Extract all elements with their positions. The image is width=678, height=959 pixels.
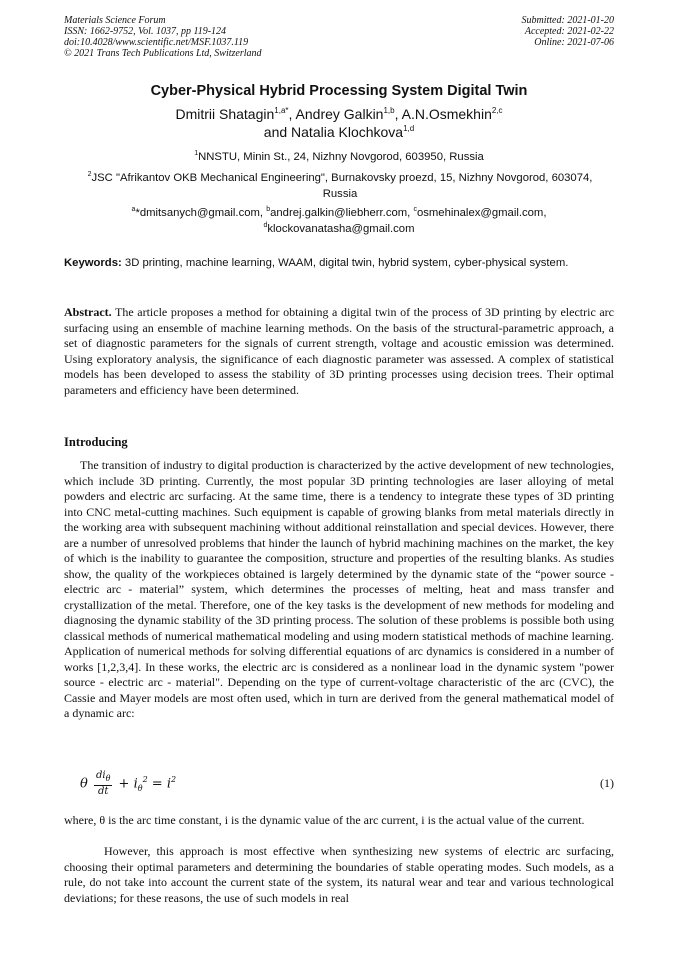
- keywords-text: 3D printing, machine learning, WAAM, digital twin, hybrid system, cyber-physical system.: [124, 257, 569, 269]
- author-line-1: Dmitrii Shatagin$^{1,a*}$, Andrey Galkin$^{1,b}$, A.N.Osmekhin$^{2,c}$: [175, 106, 503, 122]
- email-a[interactable]: *dmitsanych@gmail.com,: [135, 207, 267, 219]
- journal-doi: doi:10.4028/www.scientific.net/MSF.1037.119: [64, 37, 249, 48]
- abstract-label: Abstract.: [64, 305, 112, 319]
- author-name: A.N.Osmekhin: [401, 106, 492, 122]
- email-b[interactable]: andrej.galkin@liebherr.com,: [270, 207, 414, 219]
- affiliation-1: $^1$NNSTU, Minin St., 24, Nizhny Novgorod, 603950, Russia: [194, 150, 484, 163]
- submitted-date: Submitted: 2021-01-20: [521, 15, 614, 26]
- author-name: Dmitrii Shatagin: [175, 106, 275, 122]
- section-heading: Introducing: [64, 435, 128, 449]
- online-date: Online: 2021-07-06: [534, 37, 614, 48]
- author-name: Natalia Klochkova: [291, 124, 404, 140]
- intro-paragraph-3: However, this approach is most effective when synthesizing new systems of electric arc surfacing, choosing their optimal parameters and determining the boundaries of stable operating modes. Such models, as a rule, do not take into account the current state of the system, its natural wear and tear and various technological deviations; for these reasons, the use of such models in real: [64, 844, 614, 905]
- intro-paragraph-2: where, θ is the arc time constant, i is the dynamic value of the arc current, i is the actual value of the current.: [64, 813, 585, 827]
- author-list: [0, 105, 678, 141]
- paper-title: Cyber-Physical Hybrid Processing System Digital Twin: [150, 83, 528, 99]
- journal-issn: ISSN: 1662-9752, Vol. 1037, pp 119-124: [64, 26, 227, 37]
- author-line-2: and Natalia Klochkova$^{1,d}$: [263, 124, 415, 140]
- author-sup: 1,b: [383, 106, 395, 115]
- author-name: Andrey Galkin: [295, 106, 384, 122]
- author-sup: 2,c: [491, 106, 503, 115]
- journal-name: Materials Science Forum: [64, 15, 166, 26]
- abstract-text: The article proposes a method for obtaining a digital twin of the process of 3D printing by electric arc surfacing using an ensemble of machine learning methods. On the basis of the structural-parametric approach, a set of diagnostic parameters for the signals of current strength, voltage and acoustic emission was determined. Using exploratory analysis, the significance of each diagnostic parameter was assessed. A complex of statistical models has been developed to assess the stability of 3D printing processes using decision trees. Their optimal parameters and efficiency have been determined.: [64, 305, 614, 397]
- equation-1: [80, 770, 614, 800]
- author-sup: 1,d: [403, 124, 415, 133]
- equation-number: (1): [600, 776, 614, 790]
- abstract: [64, 305, 614, 398]
- equation-body: θ $\frac{di_\theta}{dt}$ + $i_\theta^2 = i^2$: [80, 770, 177, 797]
- author-emails: $^a$*dmitsanych@gmail.com, $^b$andrej.galkin@liebherr.com, $^c$osmehinalex@gmail.com, $^d$klockovanatasha@gmail.com: [131, 206, 547, 235]
- keywords: [64, 255, 614, 271]
- journal-info: [64, 15, 262, 59]
- author-sup: 1,a*: [274, 106, 289, 115]
- keywords-label: Keywords:: [64, 257, 122, 269]
- intro-paragraph-1: The transition of industry to digital production is characterized by the active development of new technologies, which include 3D printing. Currently, the most popular 3D printing technologies are laser alloying of metal powders and electric arc surfacing. At the same time, there is a tendency to integrate these types of 3D printing into CNC metal-cutting machines. Such equipment is capable of growing blanks from metal materials directly in the working area with subsequent machining without additional reinstallation and special devices. However, there are a number of unresolved problems that hinder the launch of hybrid machining machines on the market, the key of which is the inability to guarantee the composition, structure and properties of the resulting blanks. As studies show, the quality of the workpieces obtained is largely determined by the dynamic state of the “power source - electric arc - material” system, which determines the processes of melting, heat and mass transfer and crystallization of the metal. Therefore, one of the key tasks is the development of new methods for modeling and diagnosing the dynamic stability of the 3D printing process. The solution of these problems is possible both using classical methods of numerical mathematical modeling and using modern statistical methods of machine learning. Application of numerical methods for solving differential equations of arc dynamics is considered in a number of works [1,2,3,4]. In these works, the electric arc is considered as a nonlinear load in the dynamic system "power source - electric arc - material". Depending on the type of current-voltage characteristic of the arc (CVC), the Cassie and Mayer models are most often used, which in turn are derived from the general mathematical model of a dynamic arc:: [64, 458, 614, 720]
- email-c[interactable]: osmehinalex@gmail.com,: [416, 207, 547, 219]
- journal-copyright: © 2021 Trans Tech Publications Ltd, Switzerland: [64, 48, 262, 59]
- accepted-date: Accepted: 2021-02-22: [524, 26, 614, 37]
- submission-dates: [522, 15, 615, 48]
- affiliation-2: $^2$JSC "Afrikantov OKB Mechanical Engineering", Burnakovsky proezd, 15, Nizhny Novgorod, 603074, Russia: [87, 171, 593, 200]
- email-d[interactable]: klockovanatasha@gmail.com: [267, 223, 415, 235]
